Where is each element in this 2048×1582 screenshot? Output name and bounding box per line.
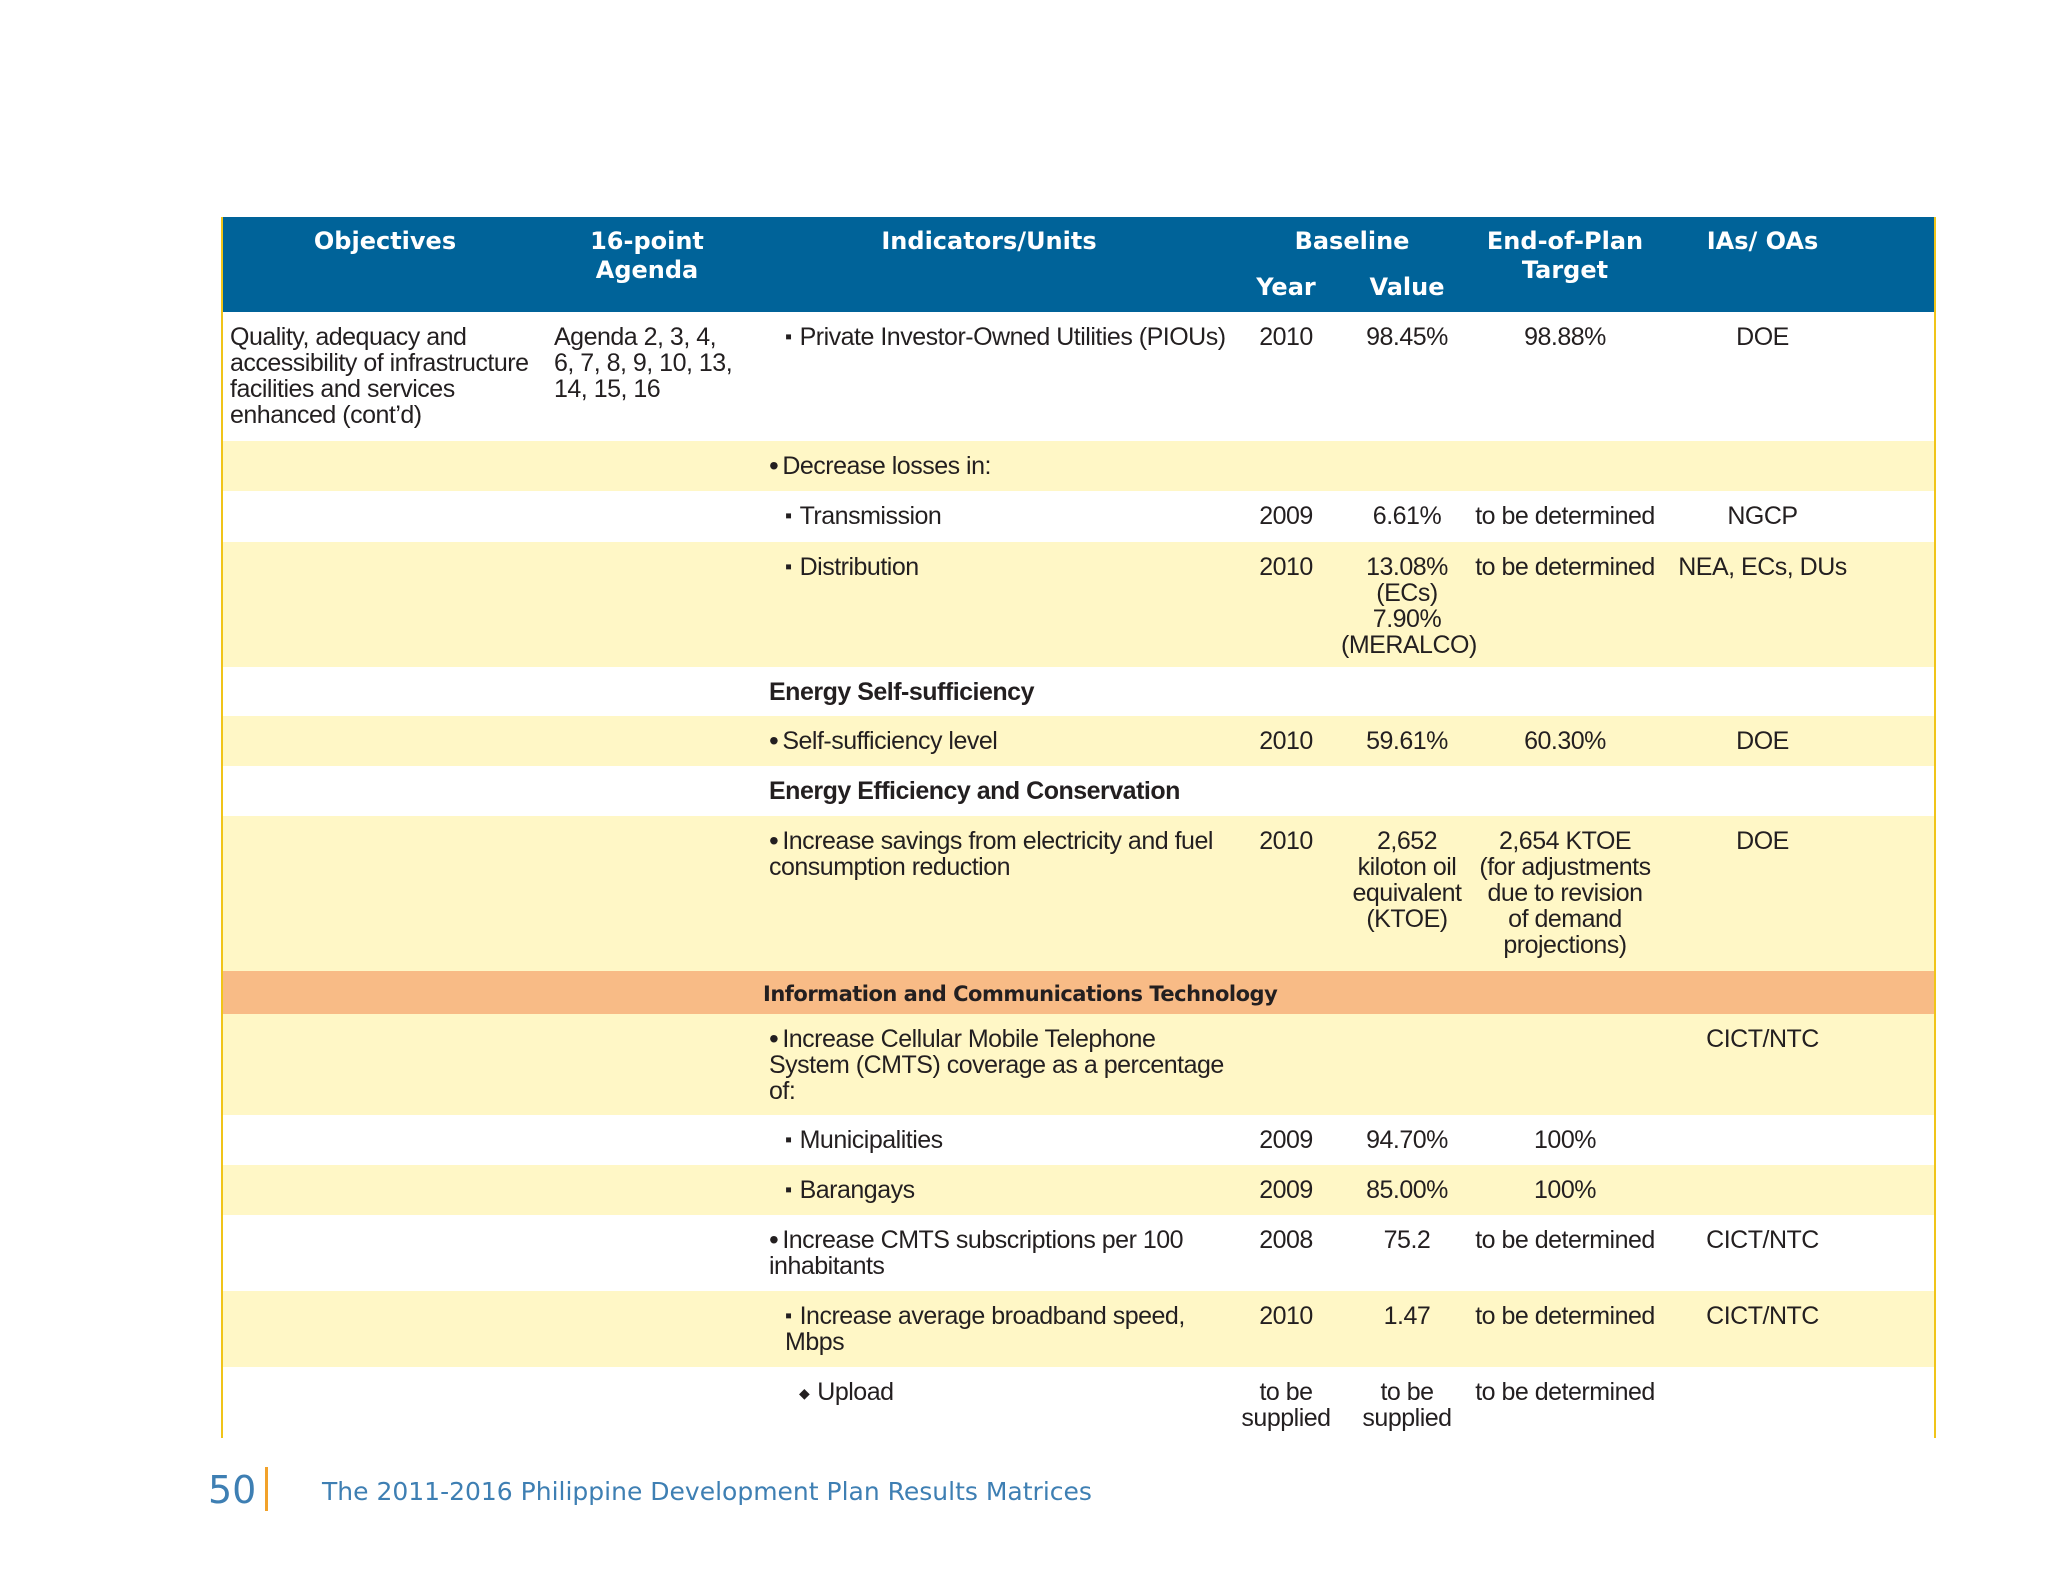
cell-line: of: xyxy=(769,1077,796,1105)
indicator-cell xyxy=(799,1379,1229,1406)
cell-line: equivalent xyxy=(1352,879,1462,907)
table-row xyxy=(223,816,1934,971)
cell-line: (ECs) xyxy=(1376,579,1438,607)
table-row xyxy=(223,1215,1934,1291)
cell-line: DOE xyxy=(1736,323,1789,351)
target-cell xyxy=(1473,1127,1657,1153)
header-target-line1: End-of-Plan xyxy=(1486,227,1644,255)
cell-line: 2010 xyxy=(1259,727,1313,755)
year-cell xyxy=(1231,728,1341,754)
table-row xyxy=(223,766,1934,816)
ias-cell xyxy=(1657,324,1868,350)
bullet-marker: • xyxy=(769,1023,779,1054)
ias-cell xyxy=(1657,1026,1868,1052)
cell-line: 85.00% xyxy=(1366,1176,1448,1204)
target-cell xyxy=(1473,554,1657,580)
section-row xyxy=(223,971,1934,1014)
cell-line: 100% xyxy=(1534,1176,1596,1204)
indicator-text: Distribution xyxy=(799,553,919,581)
cell-line: 2010 xyxy=(1259,827,1313,855)
indicator-cell xyxy=(785,324,1229,350)
bullet-marker: • xyxy=(769,725,779,756)
target-cell xyxy=(1473,324,1657,350)
ias-cell xyxy=(1657,503,1868,529)
cell-line: NGCP xyxy=(1727,502,1798,530)
cell-line: 98.45% xyxy=(1366,323,1448,351)
value-cell xyxy=(1341,828,1473,932)
agenda-cell xyxy=(554,324,744,402)
indicator-text: Private Investor-Owned Utilities (PIOUs) xyxy=(799,323,1226,351)
cell-line: accessibility of infrastructure xyxy=(230,349,529,377)
cell-line: 2,652 xyxy=(1376,827,1438,855)
table-row xyxy=(223,1014,1934,1115)
cell-line: CICT/NTC xyxy=(1706,1226,1819,1254)
cell-line xyxy=(769,725,1229,756)
indicator-text: Upload xyxy=(817,1378,894,1406)
bullet-marker: • xyxy=(769,1224,779,1255)
objective-cell xyxy=(230,324,550,428)
cell-line: DOE xyxy=(1736,727,1789,755)
cell-line: to be determined xyxy=(1475,1226,1655,1254)
cell-line: due to revision xyxy=(1487,879,1643,907)
table-header xyxy=(223,217,1934,312)
cell-line: enhanced (cont’d) xyxy=(230,401,422,429)
target-cell xyxy=(1473,728,1657,754)
year-cell xyxy=(1231,554,1341,580)
indicator-text: Municipalities xyxy=(799,1126,943,1154)
indicator-cell xyxy=(769,450,1229,481)
year-cell xyxy=(1231,1303,1341,1329)
cell-line: 2,654 KTOE xyxy=(1498,827,1632,855)
footer-divider xyxy=(265,1467,268,1511)
cell-line: (for adjustments xyxy=(1479,853,1651,881)
header-baseline: Baseline xyxy=(1294,227,1410,255)
year-cell xyxy=(1231,1379,1341,1431)
square-bullet-marker: ▪ xyxy=(785,326,792,348)
table-row xyxy=(223,491,1934,542)
ias-cell xyxy=(1657,828,1868,854)
cell-line: facilities and services xyxy=(230,375,455,403)
table-row xyxy=(223,441,1934,491)
header-target xyxy=(1473,227,1657,285)
header-target-line2: Target xyxy=(1521,256,1609,284)
cell-line: 2009 xyxy=(1259,1126,1313,1154)
indicator-cell xyxy=(785,1127,1229,1153)
cell-line xyxy=(785,1177,1229,1203)
target-cell xyxy=(1473,1379,1657,1405)
cell-line: supplied xyxy=(1362,1404,1452,1432)
cell-line: System (CMTS) coverage as a percentage xyxy=(769,1051,1224,1079)
cell-line: to be xyxy=(1380,1378,1434,1406)
cell-line xyxy=(785,554,1229,580)
cell-line: (MERALCO) xyxy=(1341,631,1477,659)
table-row xyxy=(223,1115,1934,1165)
year-cell xyxy=(1231,503,1341,529)
bullet-marker: • xyxy=(769,825,779,856)
square-bullet-marker: ▪ xyxy=(785,1305,792,1327)
cell-line: to be xyxy=(1259,1378,1313,1406)
cell-line: DOE xyxy=(1736,827,1789,855)
indicator-cell xyxy=(785,503,1229,529)
indicator-text: Transmission xyxy=(799,502,942,530)
document-title: The 2011-2016 Philippine Development Plan Results Matrices xyxy=(322,1477,1092,1506)
cell-line: 1.47 xyxy=(1383,1302,1431,1330)
cell-line: 2010 xyxy=(1259,323,1313,351)
target-cell xyxy=(1473,1303,1657,1329)
indicator-group-heading: Energy Efficiency and Conservation xyxy=(769,777,1180,805)
indicator-text: Decrease losses in: xyxy=(782,452,991,480)
cell-line: CICT/NTC xyxy=(1706,1025,1819,1053)
square-bullet-marker: ▪ xyxy=(785,556,792,578)
square-bullet-marker: ▪ xyxy=(785,1179,792,1201)
indicator-cell xyxy=(785,1303,1229,1355)
cell-line: 2010 xyxy=(1259,1302,1313,1330)
section-heading: Information and Communications Technology xyxy=(763,982,1278,1006)
results-matrix-table xyxy=(221,217,1936,1438)
bullet-marker: • xyxy=(769,450,779,481)
cell-line: projections) xyxy=(1503,931,1627,959)
year-cell xyxy=(1231,1177,1341,1203)
indicator-text: Increase Cellular Mobile Telephone xyxy=(782,1025,1156,1053)
value-cell xyxy=(1341,1379,1473,1431)
cell-line: 6, 7, 8, 9, 10, 13, xyxy=(554,349,733,377)
target-cell xyxy=(1473,1227,1657,1253)
cell-line: 14, 15, 16 xyxy=(554,375,661,403)
value-cell xyxy=(1341,324,1473,350)
cell-line xyxy=(785,1303,1229,1329)
table-row xyxy=(223,1367,1934,1438)
indicator-cell xyxy=(769,825,1229,881)
header-indicators: Indicators/Units xyxy=(881,227,1097,255)
indicator-cell xyxy=(785,554,1229,580)
cell-line: supplied xyxy=(1241,1404,1331,1432)
cell-line: Mbps xyxy=(785,1328,845,1356)
table-row xyxy=(223,1165,1934,1215)
indicator-cell xyxy=(785,1177,1229,1203)
page-number: 50 xyxy=(208,1468,257,1512)
cell-line: 98.88% xyxy=(1524,323,1606,351)
cell-line xyxy=(769,1224,1229,1255)
value-cell xyxy=(1341,1227,1473,1253)
table-row xyxy=(223,667,1934,716)
cell-line: 13.08% xyxy=(1366,553,1448,581)
year-cell xyxy=(1231,1127,1341,1153)
table-row xyxy=(223,1291,1934,1367)
value-cell xyxy=(1341,1127,1473,1153)
indicator-text: Increase CMTS subscriptions per 100 xyxy=(782,1226,1184,1254)
cell-line xyxy=(769,1023,1229,1054)
ias-cell xyxy=(1657,554,1868,580)
target-cell xyxy=(1473,1177,1657,1203)
cell-line: to be determined xyxy=(1475,553,1655,581)
cell-line: 2008 xyxy=(1259,1226,1313,1254)
ias-cell xyxy=(1657,1227,1868,1253)
cell-line: 94.70% xyxy=(1366,1126,1448,1154)
square-bullet-marker: ▪ xyxy=(785,1129,792,1151)
cell-line: of demand xyxy=(1508,905,1622,933)
cell-line: Quality, adequacy and xyxy=(230,323,467,351)
indicator-text: Increase savings from electricity and fuel xyxy=(782,827,1213,855)
cell-line: kiloton oil xyxy=(1357,853,1457,881)
target-cell xyxy=(1473,503,1657,529)
cell-line: CICT/NTC xyxy=(1706,1302,1819,1330)
header-agenda xyxy=(547,227,747,285)
table-row xyxy=(223,312,1934,441)
target-cell xyxy=(1473,828,1657,958)
header-objectives: Objectives xyxy=(313,227,457,255)
cell-line xyxy=(769,450,1229,481)
year-cell xyxy=(1231,324,1341,350)
indicator-cell xyxy=(769,1224,1229,1280)
cell-line: (KTOE) xyxy=(1366,905,1448,933)
value-cell xyxy=(1341,503,1473,529)
indicator-text: Increase average broadband speed, xyxy=(799,1302,1185,1330)
cell-line: NEA, ECs, DUs xyxy=(1678,553,1847,581)
value-cell xyxy=(1341,1177,1473,1203)
cell-line: 2009 xyxy=(1259,502,1313,530)
cell-line: 75.2 xyxy=(1383,1226,1431,1254)
cell-line: to be determined xyxy=(1475,1302,1655,1330)
indicator-text: Self-sufficiency level xyxy=(782,727,998,755)
header-year: Year xyxy=(1256,273,1316,301)
cell-line: Agenda 2, 3, 4, xyxy=(554,323,717,351)
indicator-group-heading: Energy Self-sufficiency xyxy=(769,678,1034,706)
cell-line: 60.30% xyxy=(1524,727,1606,755)
header-agenda-line2: Agenda xyxy=(595,256,699,284)
cell-line: to be determined xyxy=(1475,502,1655,530)
ias-cell xyxy=(1657,1303,1868,1329)
value-cell xyxy=(1341,553,1477,659)
indicator-cell xyxy=(769,725,1229,756)
cell-line: 2010 xyxy=(1259,553,1313,581)
diamond-bullet-marker: ◆ xyxy=(799,1385,810,1401)
table-row xyxy=(223,716,1934,766)
cell-line: inhabitants xyxy=(769,1252,885,1280)
cell-line xyxy=(785,503,1229,529)
header-ias: IAs/ OAs xyxy=(1706,227,1819,255)
cell-line: 2009 xyxy=(1259,1176,1313,1204)
year-cell xyxy=(1231,828,1341,854)
value-cell xyxy=(1341,728,1473,754)
header-agenda-line1: 16-point xyxy=(590,227,704,255)
value-cell xyxy=(1341,1303,1473,1329)
cell-line xyxy=(769,825,1229,856)
table-row xyxy=(223,542,1934,667)
cell-line xyxy=(785,1127,1229,1153)
cell-line: 100% xyxy=(1534,1126,1596,1154)
indicator-text: Barangays xyxy=(799,1176,915,1204)
year-cell xyxy=(1231,1227,1341,1253)
indicator-cell xyxy=(769,1023,1229,1105)
cell-line xyxy=(785,324,1229,350)
ias-cell xyxy=(1657,728,1868,754)
header-value: Value xyxy=(1369,273,1445,301)
cell-line: 59.61% xyxy=(1366,727,1448,755)
cell-line: consumption reduction xyxy=(769,853,1011,881)
cell-line: to be determined xyxy=(1475,1378,1655,1406)
cell-line xyxy=(799,1379,1229,1406)
square-bullet-marker: ▪ xyxy=(785,505,792,527)
cell-line: 7.90% xyxy=(1372,605,1442,633)
cell-line: 6.61% xyxy=(1372,502,1442,530)
